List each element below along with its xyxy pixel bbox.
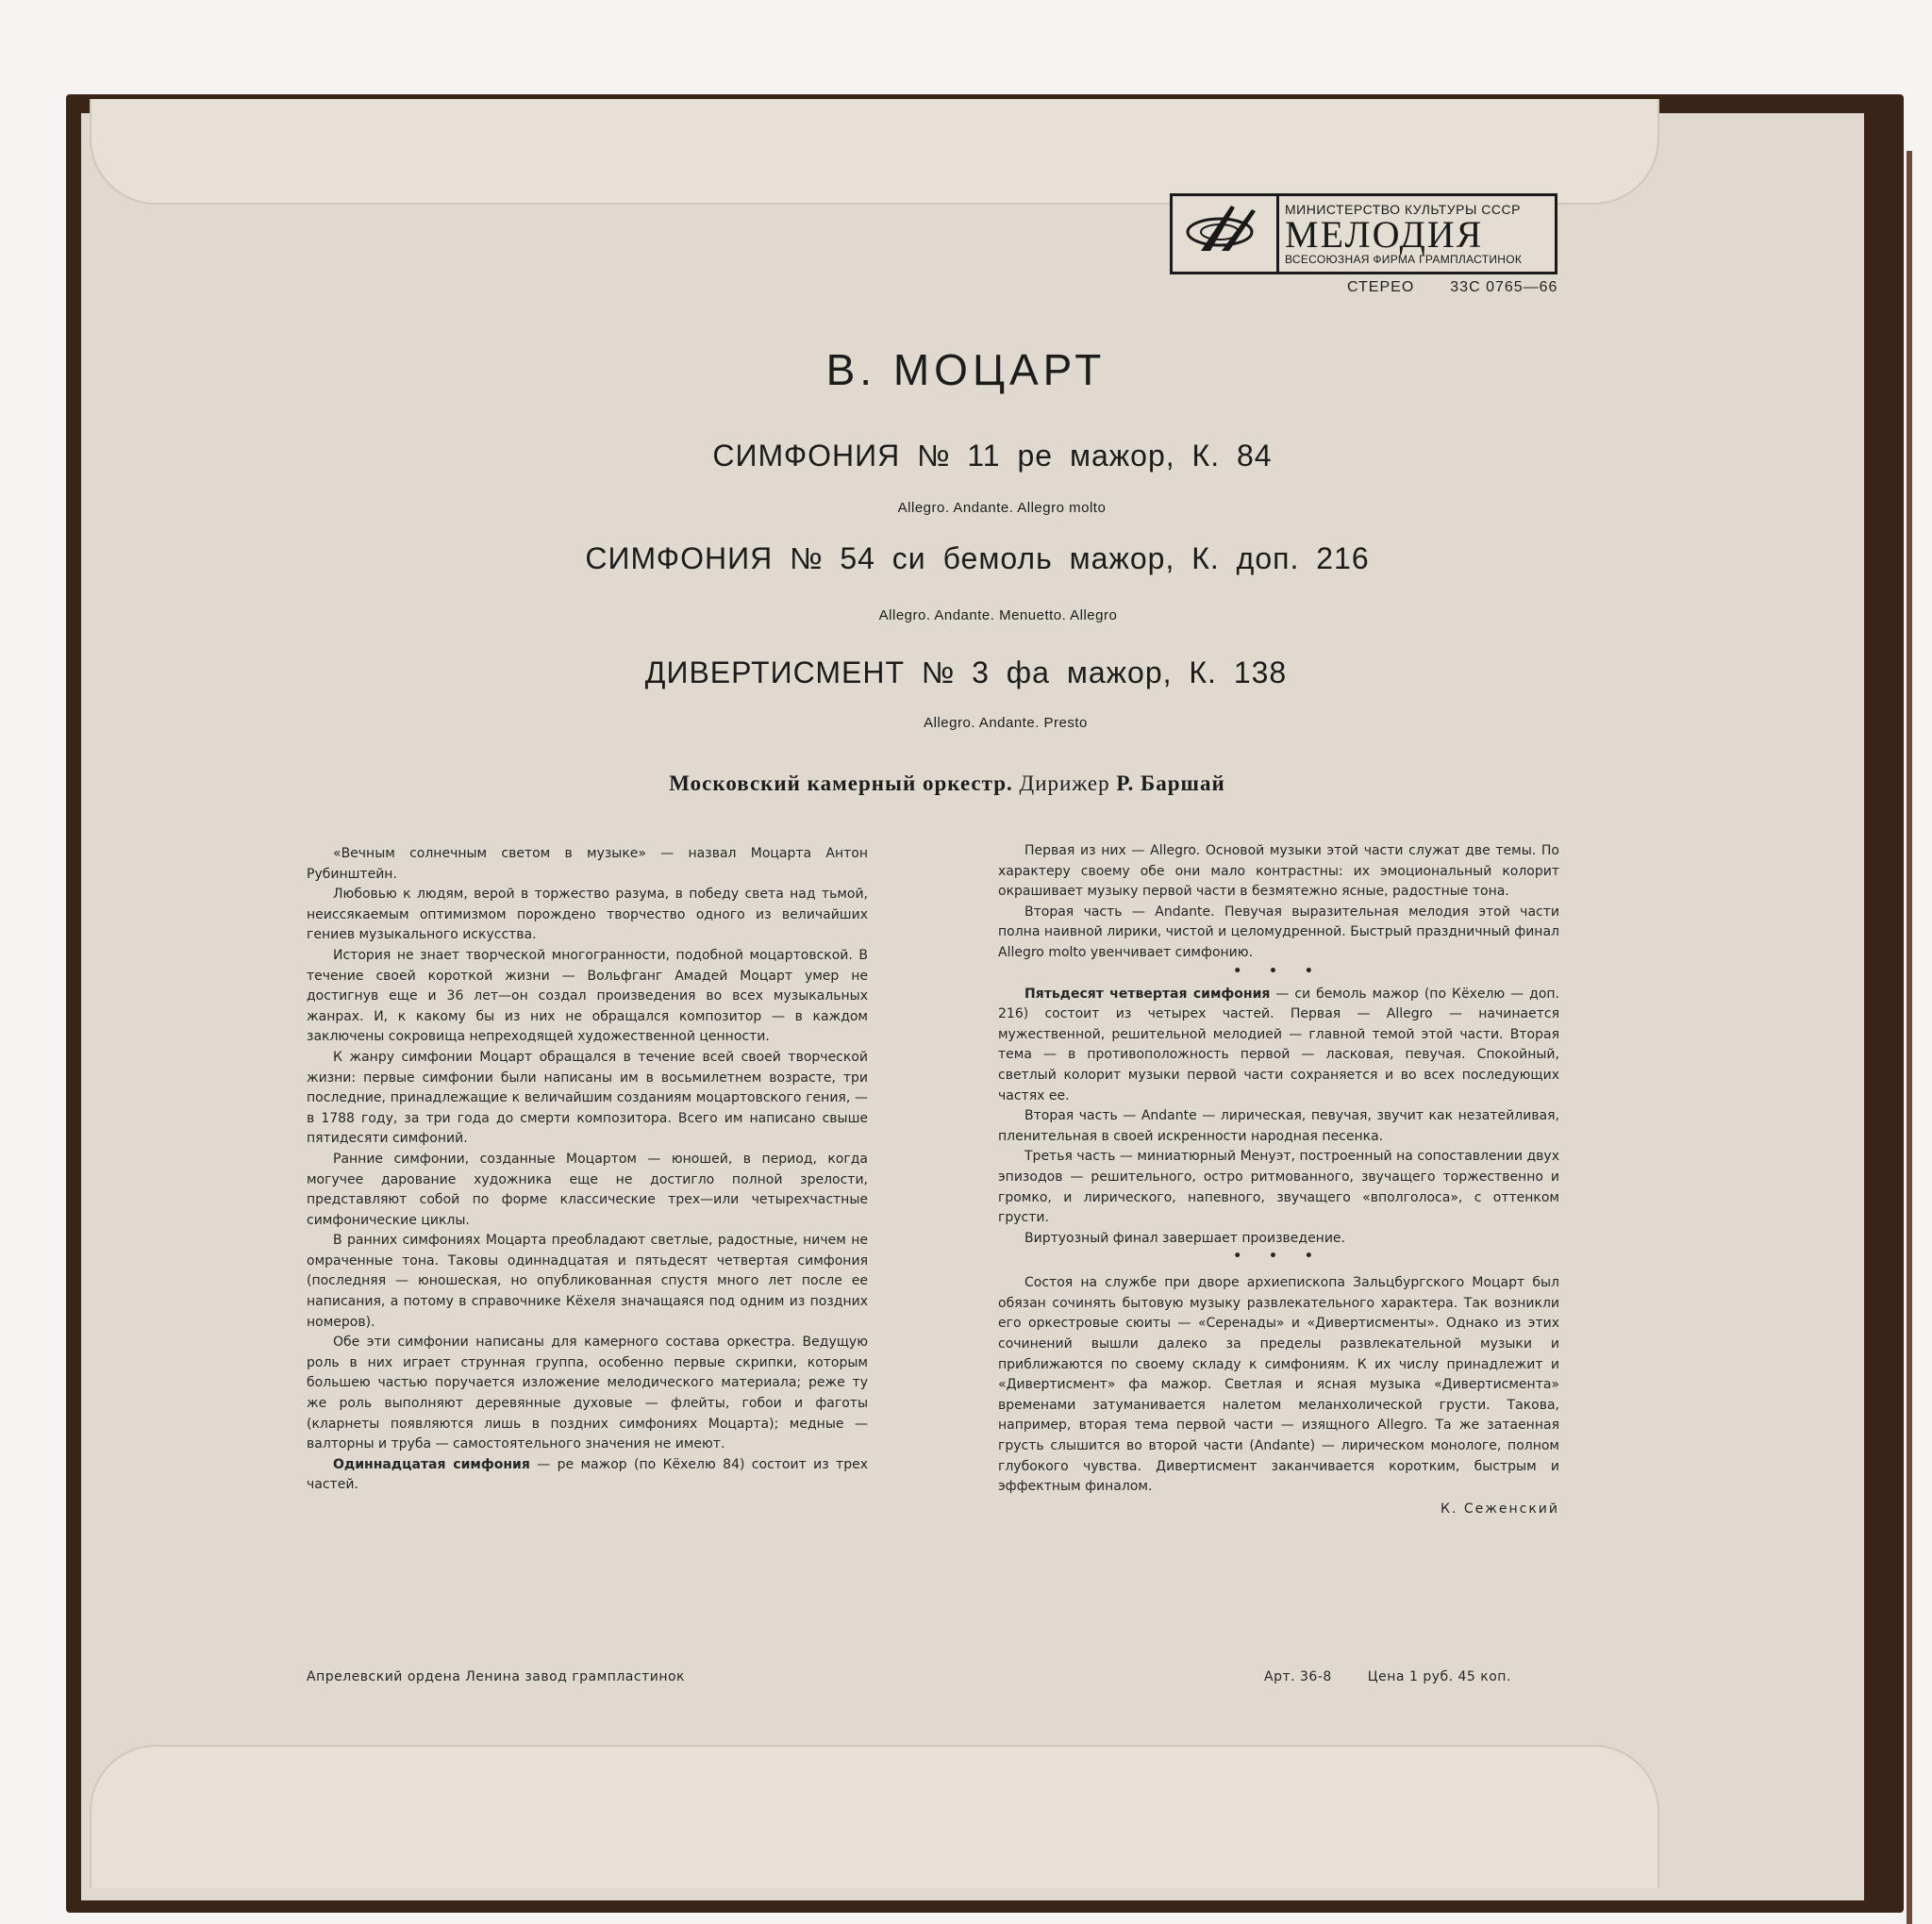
manufacturer-line: Апрелевский ордена Ленина завод грампластинок <box>307 1669 686 1684</box>
work-title-3: ДИВЕРТИСМЕНТ № 3 фа мажор, К. 138 <box>644 655 1288 689</box>
sleeve-edge <box>1907 151 1912 1924</box>
price: Цена 1 руб. 45 коп. <box>1367 1669 1511 1684</box>
melodiya-emblem-icon <box>1173 196 1279 272</box>
separator: • • • <box>1233 963 1324 979</box>
format-label: СТЕРЕО <box>1347 279 1415 295</box>
paragraph: Состоя на службе при дворе архиепископа Зальцбургского Моцарт был обязан сочинять бытовую музыку развлекательного характера. Так возникли его оркестровые сюиты — «Серенады» и «Дивертисменты». Однако из этих сочинений вышли далеко за пределы развлекательной музыки и приближаются по своему складу к симфониям. К их числу принадлежит и «Дивертисмент» фа мажор. Светлая и ясная музыка «Дивертисмента» временами затуманивается налетом меланхолической грусти. Такова, например, вторая тема первой части — изящного Allegro. Та же затаенная грусть слышится во второй части (Andante) — лирическом монологе, полном глубокого чувства. Дивертисмент заканчивается коротким, быстрым и эффектным финалом. <box>998 1275 1559 1495</box>
conductor-name: Р. Баршай <box>1116 771 1225 795</box>
article-number: Арт. 36-8 <box>1264 1669 1332 1684</box>
paragraph: Вторая часть — Andante — лирическая, певучая, звучит как незатейливая, пленительная в своей искренности народная песенка. <box>998 1108 1559 1144</box>
paragraph-text: — си бемоль мажор (по Кёхелю — доп. 216) состоит из четырех частей. Первая — Allegro — начинается мужественной, решительной мелодией — главной темой этой части. Вторая тема — в противоположность первой — ласковая, певучая. Спокойный, светлый колорит музыки первой части сохраняется и во всех последующих частях ее. <box>998 986 1560 1103</box>
price-line <box>1264 1669 1511 1684</box>
top-flap <box>90 99 1659 205</box>
paragraph: Обе эти симфонии написаны для камерного состава оркестра. Ведущую роль в них играет струнная группа, особенно первые скрипки, которым большею частью поручается изложение мелодического материала; реже ту же роль выполняют деревянные духовые — флейты, гобои и фаготы (кларнеты появляются лишь в поздних симфониях Моцарта); медные — валторны и труба — самостоятельного значения не имеют. <box>307 1335 868 1452</box>
liner-notes-right-column <box>998 841 1559 1519</box>
bottom-flap <box>90 1745 1659 1888</box>
paragraph: Третья часть — миниатюрный Менуэт, построенный на сопоставлении двух эпизодов — решительного, остро ритмованного, звучащего торжественно и громко, и лирического, напевного, звучащего «вполголоса», с оттенком грусти. <box>998 1149 1559 1226</box>
paragraph: Виртуозный финал завершает произведение. <box>1024 1230 1345 1246</box>
liner-notes-left-column <box>307 844 868 1496</box>
paragraph-text: — ре мажор (по Кёхелю 84) состоит из трех частей. <box>307 1456 868 1493</box>
paragraph <box>307 1455 868 1496</box>
paragraph: Любовью к людям, верой в торжество разума, в победу света над тьмой, неиссякаемым оптимизмом порождено творчество одного из величайших гениев музыкального искусства. <box>307 887 868 943</box>
performers-line <box>0 771 1913 796</box>
paragraph: «Вечным солнечным светом в музыке» — назвал Моцарта Антон Рубинштейн. <box>307 846 868 882</box>
paragraph: К жанру симфонии Моцарт обращался в течение всей своей творческой жизни: первые симфонии были написаны им в восьмилетнем возрасте, три последние, принадлежащие к величайшим созданиям моцартовского гения, — в 1788 году, за три года до смерти композитора. Всего им написано свыше пятидесяти симфоний. <box>307 1049 868 1147</box>
orchestra-name: Московский камерный оркестр. <box>669 771 1013 795</box>
work-title-1: СИМФОНИЯ № 11 ре мажор, К. 84 <box>712 439 1273 473</box>
conductor-label: Дирижер <box>1019 771 1110 795</box>
author-signature: К. Сеженский <box>1441 1501 1559 1517</box>
paragraph: Первая из них — Allegro. Основой музыки этой части служат две темы. По характеру своему обе они мало контрастны: их эмоциональный колорит окрашивает музыку первой части в безмятежно ясные, радостные тона. <box>998 843 1559 900</box>
paragraph: В ранних симфониях Моцарта преобладают светлые, радостные, ничем не омраченные тона. Таковы одиннадцатая и пятьдесят четвертая симфония (последняя — юношеская, но опубликованная спустя много лет после ее написания, а потому в справочнике Кёхеля значащаяся под одним из поздних номеров). <box>307 1233 868 1330</box>
catalog-number: 33С 0765—66 <box>1450 279 1558 295</box>
logo-brand-text: МЕЛОДИЯ <box>1285 213 1484 256</box>
paragraph: Вторая часть — Andante. Певучая выразительная мелодия этой части полна наивной лирики, чистой и целомудренной. Быстрый праздничный финал Allegro molto увенчивает симфонию. <box>998 904 1559 960</box>
work-movements-3: Allegro. Andante. Presto <box>924 715 1088 731</box>
logo-ministry-text: МИНИСТЕРСТВО КУЛЬТУРЫ СССР <box>1285 202 1521 217</box>
paragraph: Ранние симфонии, созданные Моцартом — юношей, в период, когда могучее дарование художника еще не достигло полной зрелости, представляют собой по форме классические трех—или четырехчастные симфонические циклы. <box>307 1151 868 1228</box>
work-movements-1: Allegro. Andante. Allegro molto <box>897 500 1107 516</box>
work-movements-2: Allegro. Andante. Menuetto. Allegro <box>878 607 1118 623</box>
logo-company-text: ВСЕСОЮЗНАЯ ФИРМА ГРАМПЛАСТИНОК <box>1285 253 1523 266</box>
work-title-2: СИМФОНИЯ № 54 си бемоль мажор, К. доп. 216 <box>585 541 1370 575</box>
melodiya-logo <box>1170 193 1557 274</box>
paragraph-lead: Одиннадцатая симфония <box>333 1456 530 1472</box>
release-info <box>1347 279 1557 296</box>
paragraph-lead: Пятьдесят четвертая симфония <box>1024 986 1271 1002</box>
separator: • • • <box>1233 1249 1324 1265</box>
paragraph: История не знает творческой многогранности, подобной моцартовской. В течение своей короткой жизни — Вольфганг Амадей Моцарт умер не достигнув еще и 36 лет—он создал произведения во всех музыкальных жанрах. И, к какому бы из них не обращался композитор — в каждом заключены сокровища непреходящей художественной ценности. <box>307 947 868 1045</box>
composer-title: В. МОЦАРТ <box>825 345 1107 394</box>
paragraph <box>998 985 1559 1107</box>
